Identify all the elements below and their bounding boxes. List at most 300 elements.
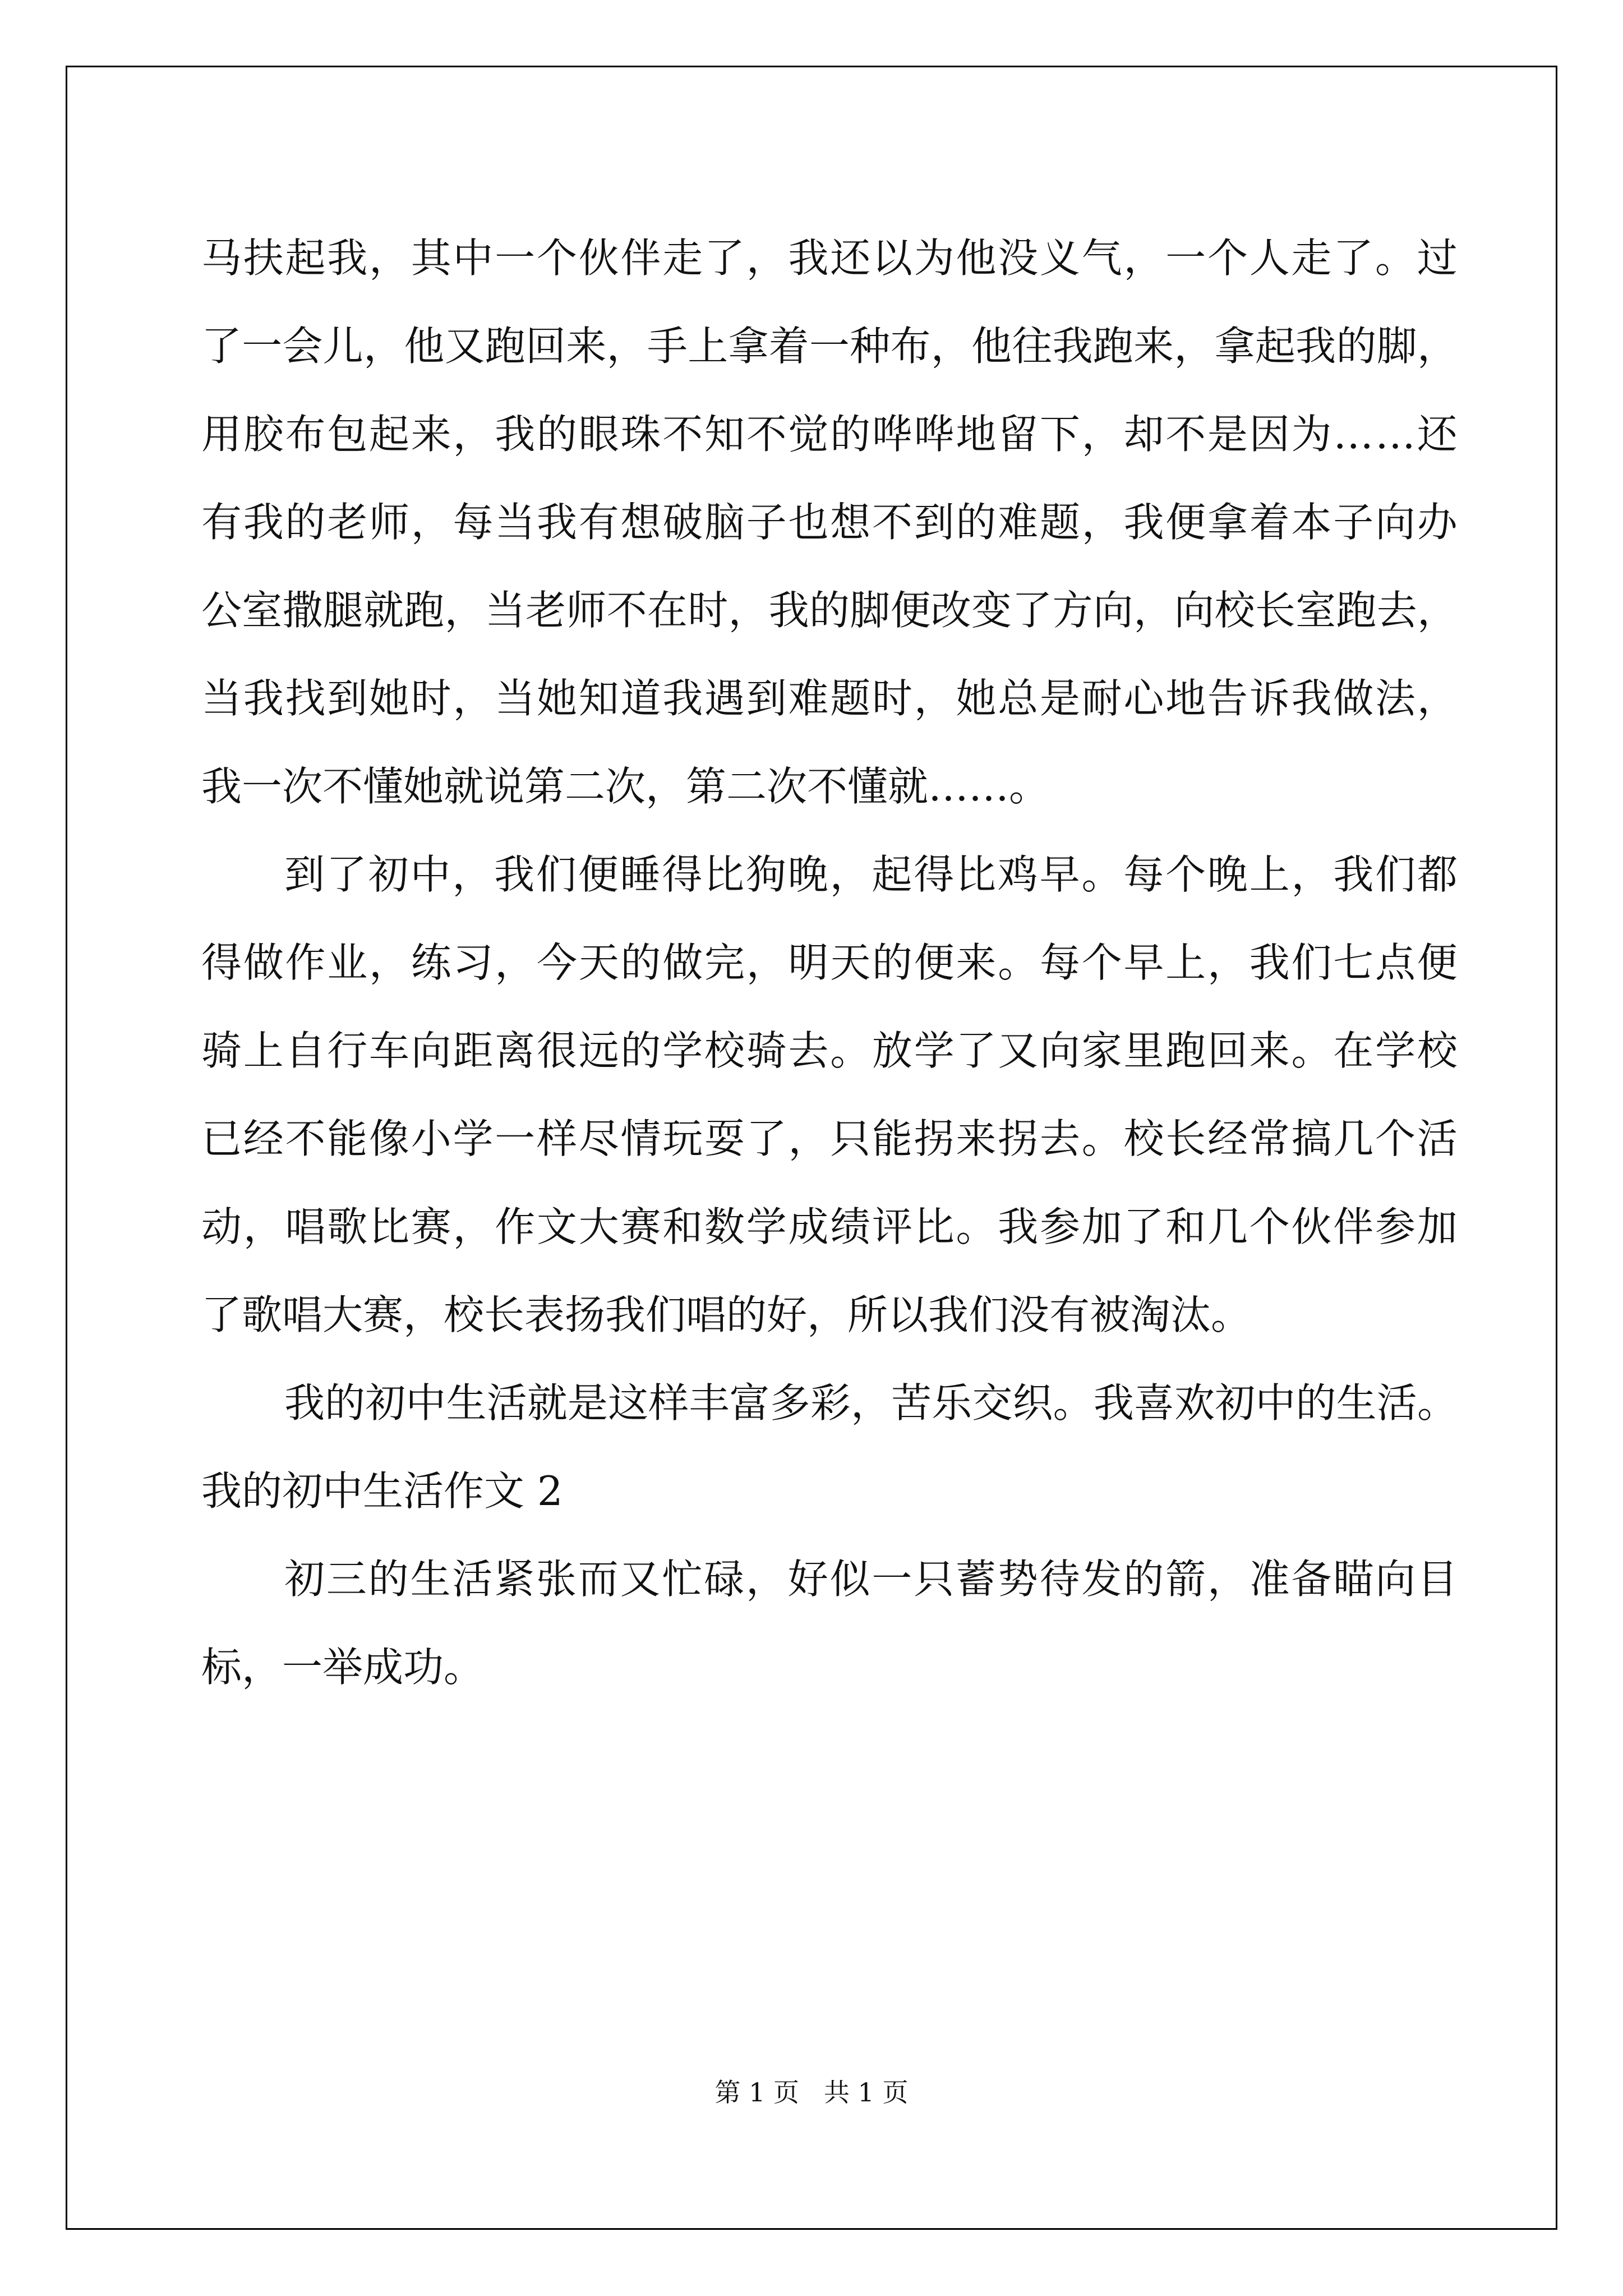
glyph: 当 (201, 675, 242, 722)
glyph: 又 (998, 1027, 1039, 1074)
glyph: 备 (1291, 1556, 1332, 1603)
glyph: 到 (284, 851, 325, 898)
glyph: 子 (746, 499, 787, 546)
glyph: 得 (914, 851, 955, 898)
glyph: 布 (285, 411, 326, 458)
glyph: ， (369, 939, 410, 986)
glyph: 不 (872, 499, 913, 546)
glyph: 。 (1291, 1027, 1332, 1074)
glyph: 她 (956, 675, 997, 722)
glyph: 自 (285, 1027, 326, 1074)
glyph: 着 (768, 323, 809, 370)
glyph: 只 (914, 1556, 955, 1603)
glyph: 又 (620, 1556, 661, 1603)
glyph: 了 (201, 323, 242, 370)
glyph: ， (1291, 851, 1332, 898)
glyph: 加 (1081, 1203, 1122, 1250)
glyph: 她 (537, 675, 578, 722)
glyph: 尽 (578, 1115, 619, 1162)
glyph: 只 (830, 1115, 871, 1162)
glyph: 便 (890, 587, 931, 634)
glyph: 破 (662, 499, 703, 546)
glyph: 晚 (787, 851, 828, 898)
glyph: 他 (404, 323, 445, 370)
glyph: 总 (998, 675, 1039, 722)
glyph: 师 (369, 499, 410, 546)
glyph: 。 (1081, 1115, 1122, 1162)
glyph: 拿 (728, 323, 769, 370)
glyph: 紧 (494, 1556, 535, 1603)
glyph: 比 (369, 1203, 410, 1250)
glyph: 七 (1333, 939, 1374, 986)
glyph: 初 (284, 1556, 325, 1603)
glyph: 学 (453, 1115, 494, 1162)
glyph: 常 (1249, 1115, 1290, 1162)
glyph: 经 (243, 1115, 284, 1162)
glyph: 遇 (704, 675, 745, 722)
glyph: 得 (662, 851, 703, 898)
glyph: 已 (201, 1115, 242, 1162)
text-line (201, 1183, 1458, 1271)
glyph: 便 (1165, 499, 1206, 546)
glyph: 便 (578, 851, 619, 898)
text-line (201, 567, 1458, 655)
glyph: 活 (486, 1379, 527, 1427)
glyph: 比 (704, 851, 745, 898)
text-line (201, 1007, 1458, 1095)
glyph: 下 (1040, 411, 1081, 458)
glyph: 气 (1081, 234, 1122, 282)
glyph: 习 (453, 939, 494, 986)
glyph: 了 (956, 1027, 997, 1074)
glyph: 的 (620, 1027, 661, 1074)
glyph: 珠 (620, 411, 661, 458)
glyph: … (1333, 411, 1374, 458)
glyph: 瞄 (1333, 1556, 1374, 1603)
glyph: 行 (327, 1027, 368, 1074)
glyph: 数 (704, 1203, 745, 1250)
glyph: 生 (446, 1379, 487, 1427)
glyph: 我 (243, 675, 284, 722)
glyph: 包 (327, 411, 368, 458)
glyph: 跑 (485, 323, 525, 370)
glyph: 文 (537, 1203, 578, 1250)
glyph: 上 (688, 323, 728, 370)
glyph: 义 (1040, 234, 1081, 282)
glyph: 来 (956, 939, 997, 986)
paragraph-first-line (201, 831, 1458, 919)
glyph: 变 (971, 587, 1012, 634)
glyph: 时 (688, 587, 728, 634)
glyph: 长 (1165, 1115, 1206, 1162)
glyph: 富 (729, 1379, 770, 1427)
glyph: 交 (972, 1379, 1013, 1427)
glyph: 为 (1291, 411, 1332, 458)
glyph: 我 (1123, 499, 1164, 546)
glyph: 知 (578, 675, 619, 722)
glyph: 距 (453, 1027, 494, 1074)
glyph: ， (1417, 675, 1458, 722)
glyph: 忙 (662, 1556, 703, 1603)
paragraph-first-line (201, 1535, 1458, 1623)
glyph: 成 (788, 1203, 829, 1250)
glyph: 拐 (998, 1115, 1039, 1162)
glyph: ， (1123, 234, 1164, 282)
glyph: 中 (410, 851, 451, 898)
glyph: 起 (285, 234, 326, 282)
glyph: 我 (662, 675, 703, 722)
text-line: 了歌唱大赛，校长表扬我们唱的好，所以我们没有被淘汰。 (201, 1291, 1252, 1338)
glyph: 向 (1375, 1556, 1416, 1603)
glyph: 活 (1417, 1115, 1458, 1162)
glyph: 一 (495, 234, 536, 282)
glyph: 想 (830, 499, 871, 546)
glyph: 似 (829, 1556, 870, 1603)
glyph: 回 (1207, 1027, 1248, 1074)
glyph: 放 (872, 1027, 913, 1074)
glyph: 个 (537, 234, 578, 282)
glyph: 到 (914, 499, 955, 546)
glyph: 几 (1207, 1203, 1248, 1250)
glyph: 还 (1417, 411, 1458, 458)
glyph: 人 (1249, 234, 1290, 282)
glyph: 个 (1375, 1115, 1416, 1162)
glyph: 的 (620, 939, 661, 986)
glyph: 向 (1040, 1027, 1081, 1074)
text-line (201, 655, 1458, 743)
glyph: 来 (411, 411, 451, 458)
glyph: 难 (788, 675, 829, 722)
glyph: ， (495, 939, 536, 986)
glyph: 都 (1417, 851, 1458, 898)
glyph: 织 (1012, 1379, 1053, 1427)
glyph: 们 (1375, 851, 1416, 898)
glyph: 道 (620, 675, 661, 722)
glyph: 起 (872, 851, 912, 898)
glyph: 学 (914, 1027, 955, 1074)
glyph: 们 (536, 851, 577, 898)
glyph: 向 (1092, 587, 1133, 634)
glyph: ， (829, 851, 870, 898)
glyph: 大 (578, 1203, 619, 1250)
glyph: 在 (1333, 1027, 1374, 1074)
glyph: 势 (997, 1556, 1038, 1603)
glyph: 得 (201, 939, 242, 986)
glyph: 扶 (243, 234, 284, 282)
glyph: 告 (1207, 675, 1248, 722)
page-total: 共 1 页 (823, 2077, 909, 2108)
glyph: 样 (648, 1379, 689, 1427)
glyph: 她 (369, 675, 410, 722)
glyph: 去 (1376, 587, 1417, 634)
glyph: 是 (567, 1379, 608, 1427)
glyph: 室 (242, 587, 283, 634)
glyph: 作 (285, 939, 326, 986)
glyph: 过 (1417, 234, 1458, 282)
glyph: 拿 (1207, 499, 1248, 546)
glyph: 我 (1291, 675, 1332, 722)
glyph: 我 (1333, 851, 1374, 898)
glyph: 哗 (872, 411, 913, 458)
glyph: 。 (1081, 851, 1122, 898)
glyph: 的 (325, 1379, 366, 1427)
glyph: ， (1417, 323, 1458, 370)
glyph: 的 (537, 411, 578, 458)
glyph: 每 (453, 499, 494, 546)
glyph: 今 (537, 939, 578, 986)
glyph: 玩 (662, 1115, 703, 1162)
glyph: 睡 (620, 851, 661, 898)
glyph: 了 (746, 1115, 787, 1162)
glyph: ， (728, 587, 769, 634)
glyph: 不 (662, 411, 703, 458)
glyph: 胶 (243, 411, 284, 458)
glyph: 生 (1336, 1379, 1377, 1427)
glyph: 好 (787, 1556, 828, 1603)
text-line (201, 214, 1458, 302)
glyph: 当 (495, 499, 536, 546)
glyph: 不 (606, 587, 647, 634)
glyph: 的 (1123, 1556, 1164, 1603)
glyph: 脑 (704, 499, 745, 546)
glyph: 知 (704, 411, 745, 458)
glyph: 一 (1165, 234, 1206, 282)
glyph: ， (369, 234, 410, 282)
glyph: ， (1174, 323, 1215, 370)
glyph: 了 (1123, 1203, 1164, 1250)
glyph: 上 (243, 1027, 284, 1074)
glyph: 我 (768, 587, 809, 634)
glyph: 布 (890, 323, 931, 370)
glyph: 赛 (411, 1203, 451, 1250)
glyph: 其 (411, 234, 451, 282)
glyph: 学 (1375, 1027, 1416, 1074)
glyph: 我 (327, 234, 368, 282)
glyph: 乐 (932, 1379, 972, 1427)
glyph: 觉 (788, 411, 829, 458)
glyph: 个 (1081, 939, 1122, 986)
glyph: 室 (1295, 587, 1336, 634)
glyph: 我 (495, 411, 536, 458)
glyph: 待 (1039, 1556, 1080, 1603)
glyph: 比 (956, 851, 997, 898)
glyph: 跑 (404, 587, 445, 634)
glyph: 还 (830, 234, 871, 282)
glyph: 而 (578, 1556, 619, 1603)
glyph: 就 (363, 587, 404, 634)
glyph: 心 (1123, 675, 1164, 722)
glyph: 几 (1333, 1115, 1374, 1162)
glyph: 初 (365, 1379, 406, 1427)
glyph: 我 (1295, 323, 1336, 370)
glyph: 和 (662, 1203, 703, 1250)
glyph: 想 (620, 499, 661, 546)
glyph: 能 (872, 1115, 913, 1162)
glyph: 欢 (1174, 1379, 1215, 1427)
glyph: 公 (201, 587, 242, 634)
glyph: 里 (1123, 1027, 1164, 1074)
glyph: 早 (1123, 939, 1164, 986)
glyph: ， (850, 1379, 891, 1427)
glyph: 丰 (689, 1379, 730, 1427)
glyph: ， (914, 675, 955, 722)
glyph: 蓄 (956, 1556, 997, 1603)
glyph: ， (453, 675, 494, 722)
glyph: ， (453, 1203, 494, 1250)
glyph: 伴 (620, 234, 661, 282)
glyph: 碌 (704, 1556, 745, 1603)
glyph: 活 (1376, 1379, 1417, 1427)
glyph: 因 (1249, 411, 1290, 458)
glyph: 。 (830, 1027, 871, 1074)
glyph: 在 (647, 587, 688, 634)
glyph: 法 (1375, 675, 1416, 722)
glyph: 起 (369, 411, 410, 458)
glyph: 情 (620, 1115, 661, 1162)
glyph: 歌 (327, 1203, 368, 1250)
glyph: 诉 (1249, 675, 1290, 722)
glyph: 便 (1417, 939, 1458, 986)
glyph: 目 (1417, 1556, 1458, 1603)
glyph: 一 (809, 323, 850, 370)
glyph: ， (930, 323, 971, 370)
glyph: 起 (1255, 323, 1295, 370)
glyph: 业 (327, 939, 368, 986)
glyph: 。 (1375, 234, 1416, 282)
glyph: 和 (1165, 1203, 1206, 1250)
glyph: 每 (1123, 851, 1164, 898)
glyph: 时 (872, 675, 913, 722)
glyph: 。 (998, 939, 1039, 986)
glyph: 鸡 (997, 851, 1038, 898)
glyph: 上 (1249, 851, 1290, 898)
glyph: 三 (326, 1556, 367, 1603)
glyph: 。 (1417, 1379, 1458, 1427)
glyph: 去 (1040, 1115, 1081, 1162)
glyph: 却 (1123, 411, 1164, 458)
glyph: 。 (956, 1203, 997, 1250)
glyph: 用 (201, 411, 242, 458)
section-heading: 我的初中生活作文 2 (201, 1467, 563, 1515)
glyph: ， (444, 587, 485, 634)
glyph: 就 (527, 1379, 568, 1427)
glyph: 撒 (282, 587, 323, 634)
glyph: 骑 (746, 1027, 787, 1074)
glyph: 加 (1417, 1203, 1458, 1250)
glyph: 我 (537, 499, 578, 546)
glyph: 为 (914, 234, 955, 282)
glyph: 的 (285, 499, 326, 546)
glyph: 当 (495, 675, 536, 722)
glyph: 喜 (1133, 1379, 1174, 1427)
glyph: … (1375, 411, 1415, 458)
text-line: 标，一举成功。 (201, 1644, 485, 1691)
glyph: 老 (327, 499, 368, 546)
glyph: 多 (769, 1379, 810, 1427)
glyph: 练 (411, 939, 451, 986)
glyph: 晚 (1207, 851, 1248, 898)
glyph: 跑 (1092, 323, 1133, 370)
glyph: 跑 (1165, 1027, 1206, 1074)
glyph: 动 (201, 1203, 242, 1250)
glyph: 来 (1249, 1027, 1290, 1074)
glyph: 以 (872, 234, 913, 282)
glyph: 来 (566, 323, 607, 370)
glyph: 评 (872, 1203, 913, 1250)
glyph: 点 (1375, 939, 1416, 986)
glyph: 搞 (1291, 1115, 1332, 1162)
glyph: 腿 (322, 587, 363, 634)
glyph: 方 (1052, 587, 1093, 634)
glyph: 走 (662, 234, 703, 282)
glyph: 学 (662, 1027, 703, 1074)
glyph: 我 (243, 499, 284, 546)
glyph: 又 (444, 323, 485, 370)
glyph: 的 (809, 587, 850, 634)
glyph: 向 (411, 1027, 451, 1074)
glyph: 有 (578, 499, 619, 546)
glyph: 明 (788, 939, 829, 986)
glyph: 办 (1417, 499, 1458, 546)
glyph: 发 (1081, 1556, 1122, 1603)
glyph: 难 (998, 499, 1039, 546)
glyph: 初 (1215, 1379, 1256, 1427)
glyph: 耍 (704, 1115, 745, 1162)
glyph: 的 (1295, 1379, 1336, 1427)
glyph: 校 (1123, 1115, 1164, 1162)
glyph: 个 (1165, 851, 1206, 898)
glyph: 回 (525, 323, 566, 370)
glyph: 个 (1249, 1203, 1290, 1250)
glyph: 了 (704, 234, 745, 282)
glyph: 做 (243, 939, 284, 986)
glyph: 个 (1207, 234, 1248, 282)
glyph: 彩 (810, 1379, 851, 1427)
glyph: 他 (971, 323, 1012, 370)
glyph: 我 (1093, 1379, 1134, 1427)
page-number: 第 1 页 (714, 2077, 800, 2108)
glyph: 一 (495, 1115, 536, 1162)
glyph: 手 (647, 323, 688, 370)
glyph: 便 (914, 939, 955, 986)
glyph: 马 (201, 234, 242, 282)
glyph: 天 (830, 939, 871, 986)
glyph: 师 (566, 587, 607, 634)
glyph: 早 (1039, 851, 1080, 898)
glyph: 到 (327, 675, 368, 722)
glyph: 我 (284, 1379, 325, 1427)
text-line (201, 919, 1458, 1007)
glyph: 这 (608, 1379, 649, 1427)
glyph: 他 (956, 234, 997, 282)
glyph: 有 (201, 499, 242, 546)
glyph: 离 (495, 1027, 536, 1074)
glyph: 一 (242, 323, 283, 370)
glyph: 跑 (1336, 587, 1377, 634)
glyph: 绩 (830, 1203, 871, 1250)
glyph: 找 (285, 675, 326, 722)
glyph: 改 (930, 587, 971, 634)
glyph: 长 (1255, 587, 1295, 634)
glyph: 样 (537, 1115, 578, 1162)
glyph: 学 (746, 1203, 787, 1250)
glyph: 苦 (891, 1379, 932, 1427)
glyph: 本 (1291, 499, 1332, 546)
glyph: 车 (369, 1027, 410, 1074)
glyph: 参 (1375, 1203, 1416, 1250)
text-line (201, 478, 1458, 567)
glyph: 小 (411, 1115, 451, 1162)
